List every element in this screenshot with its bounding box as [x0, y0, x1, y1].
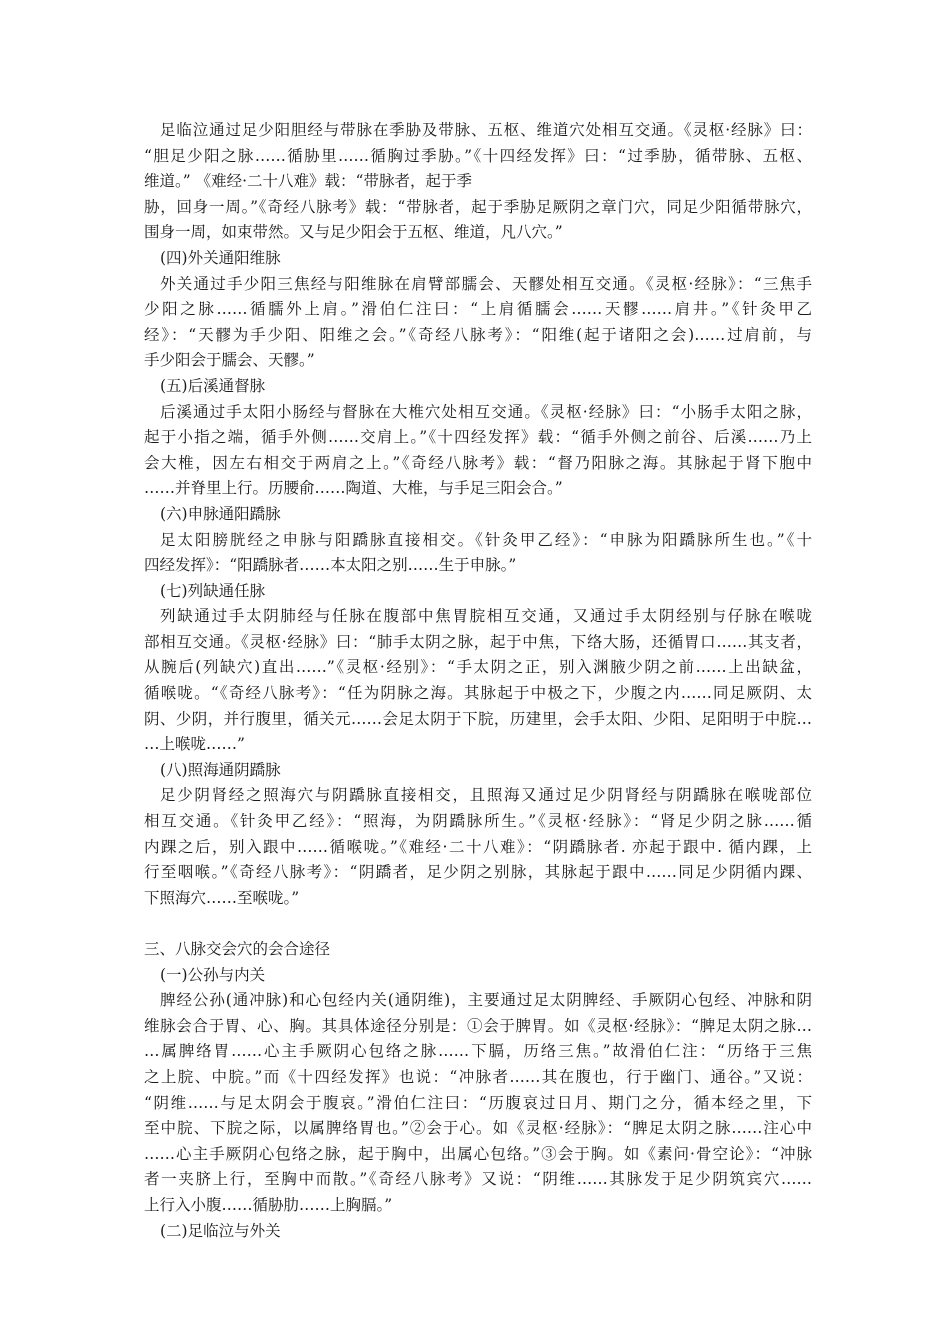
- text-line: 循喉咙。“《奇经八脉考》：“任为阴脉之海。其脉起于中极之下，少腹之内……同足厥阴、太: [144, 684, 812, 703]
- text-line: 从腕后(列缺穴)直出……”《灵枢·经别》：“手太阴之正，别入渊腋少阴之前……上出缺盆，: [144, 658, 812, 677]
- text-line: 后溪通过手太阳小肠经与督脉在大椎穴处相互交通。《灵枢·经脉》曰：“小肠手太阳之脉，: [160, 402, 812, 421]
- text-line: 会大椎，因左右相交于两肩之上。”《奇经八脉考》载：“督乃阳脉之海。其脉起于肾下胞中: [144, 453, 812, 472]
- text-line: 列缺通过手太阴肺经与任脉在腹部中焦胃脘相互交通，又通过手太阴经别与仔脉在喉咙: [160, 607, 812, 626]
- text-line: 部相互交通。《灵枢·经脉》曰：“肺手太阴之脉，起于中焦，下络大肠，还循胃口……其支者，: [144, 632, 812, 651]
- text-line: …上喉咙……”: [144, 735, 245, 754]
- text-line: 起于小指之端，循手外侧……交肩上。”《十四经发挥》载：“循手外侧之前谷、后溪……乃上: [144, 428, 812, 447]
- text-line: 足临泣通过足少阳胆经与带脉在季胁及带脉、五枢、维道穴处相互交通。《灵枢·经脉》曰：: [160, 121, 812, 139]
- paragraph-foot-linqi-dai: [144, 118, 812, 246]
- text-line: 脾经公孙(通冲脉)和心包经内关(通阴维)，主要通过足太阴脾经、手厥阴心包经、冲脉和阴: [160, 991, 812, 1010]
- text-line: 经》：“天髎为手少阳、阳维之会。”《奇经八脉考》：“阳维(起于诸阳之会)……过肩前，与: [144, 325, 812, 344]
- subheading-zhaohai-yinqiao: (八)照海通阴蹻脉: [160, 760, 281, 779]
- text-line: 维脉会合于胃、心、胸。其具体途径分别是：①会于脾胃。如《灵枢·经脉》：“脾足太阴之脉…: [144, 1016, 812, 1035]
- text-line: 之上脘、中脘。”而《十四经发挥》也说：“冲脉者……其在腹也，行于幽门、通谷。”又说：: [144, 1067, 812, 1086]
- text-line: 围身一周，如束带然。又与足少阳会于五枢、维道，凡八穴。”: [144, 223, 563, 242]
- section-heading-convergence: 三、八脉交会穴的会合途径: [144, 940, 331, 958]
- blank-line: [144, 911, 812, 937]
- paragraph-gongsun-neiguan: [144, 988, 812, 1218]
- subheading-gongsun-neiguan: (一)公孙与内关: [160, 965, 266, 984]
- subheading-waiguan-yangwei: (四)外关通阳维脉: [160, 248, 281, 267]
- text-line: 手少阳会于臑会、天髎。”: [144, 351, 315, 370]
- text-line: 足少阴肾经之照海穴与阴蹻脉直接相交，且照海又通过足少阴肾经与阴蹻脉在喉咙部位: [160, 786, 812, 805]
- paragraph-lieque-ren: [144, 604, 812, 758]
- text-line: 者一夹脐上行，至胸中而散。”《奇经八脉考》又说：“阴维……其脉发于足少阴筑宾穴……: [144, 1170, 812, 1189]
- text-line: “阴维……与足太阴会于腹哀。”滑伯仁注曰：“历腹哀过日月、期门之分，循本经之里，下: [144, 1093, 812, 1112]
- paragraph-waiguan-yangwei: [144, 272, 812, 374]
- text-line: 外关通过手少阳三焦经与阳维脉在肩臂部臑会、天髎处相互交通。《灵枢·经脉》：“三焦手: [160, 274, 812, 293]
- subheading-shenmai-yangqiao: (六)申脉通阳蹻脉: [160, 504, 281, 523]
- text-line: 至中脘、下脘之际，以属脾络胃也。”②会于心。如《灵枢·经脉》：“脾足太阴之脉……注心中: [144, 1119, 812, 1138]
- subheading-houxi-du: (五)后溪通督脉: [160, 376, 266, 395]
- text-line: 相互交通。《针灸甲乙经》：“照海，为阴蹻脉所生。”《灵枢·经脉》：“肾足少阴之脉……循: [144, 812, 812, 831]
- paragraph-houxi-du: [144, 400, 812, 502]
- text-line: 少阳之脉……循臑外上肩。”滑伯仁注曰：“上肩循臑会……天髎……肩井。”《针灸甲乙: [144, 300, 812, 319]
- text-line: 上行入小腹……循胁肋……上胸膈。”: [144, 1195, 393, 1214]
- text-line: …属脾络胃……心主手厥阴心包络之脉……下膈，历络三焦。”故滑伯仁注：“历络于三焦: [144, 1042, 812, 1061]
- subheading-linqi-waiguan: (二)足临泣与外关: [160, 1221, 281, 1240]
- subheading-lieque-ren: (七)列缺通任脉: [160, 581, 266, 600]
- text-line: “胆足少阳之脉……循胁里……循胸过季胁。”《十四经发挥》曰：“过季胁，循带脉、五枢、: [144, 146, 812, 165]
- document-body: [144, 118, 812, 1244]
- text-line: ……心主手厥阴心包络之脉，起于胸中，出属心包络。”③会于胸。如《素问·骨空论》：“冲脉: [144, 1144, 812, 1163]
- text-line: 内踝之后，别入跟中……循喉咙。”《难经·二十八难》：“阴蹻脉者. 亦起于跟中. 循内踝，上: [144, 837, 812, 856]
- text-line: 下照海穴……至喉咙。”: [144, 888, 300, 907]
- text-line: 足太阳膀胱经之申脉与阳蹻脉直接相交。《针灸甲乙经》：“申脉为阳蹻脉所生也。”《十: [160, 530, 812, 549]
- paragraph-shenmai-yangqiao: [144, 528, 812, 579]
- text-line: ……并脊里上行。历腰俞……陶道、大椎，与手足三阳会合。”: [144, 479, 563, 498]
- paragraph-zhaohai-yinqiao: [144, 783, 812, 911]
- text-line: 阴、少阴，并行腹里，循关元……会足太阴于下脘，历建里，会手太阳、少阳、足阳明于中脘…: [144, 709, 812, 728]
- text-line: 胁，回身一周。”《奇经八脉考》载：“带脉者，起于季胁足厥阴之章门穴，同足少阳循带脉穴，: [144, 197, 812, 216]
- text-line: 四经发挥》：“阳蹻脉者……本太阳之别……生于申脉。”: [144, 556, 517, 575]
- text-line: 行至咽喉。”《奇经八脉考》：“阴蹻者，足少阴之别脉，其脉起于跟中……同足少阴循内踝、: [144, 863, 812, 882]
- text-line: 维道。” 《难经·二十八难》载：“带脉者，起于季: [144, 172, 472, 191]
